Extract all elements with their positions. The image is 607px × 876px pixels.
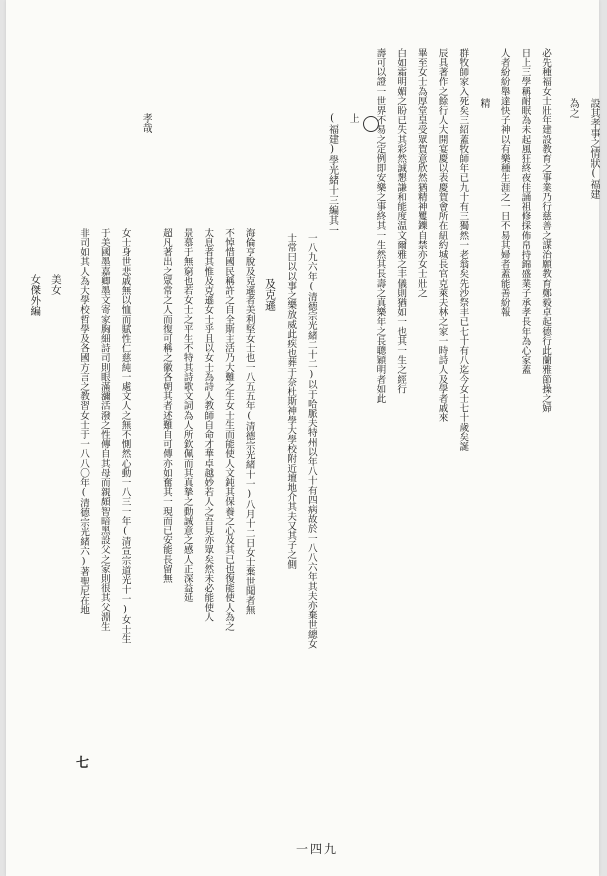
text-column: 壽可以證一世界不易之定例即安樂之事終其一生然其長壽之真樂年之長聰穎明者如此 [374,48,386,404]
text-column: 精 [477,98,489,108]
text-column: 士常曰以以事之樂放威此疾也葬于奈杜斯神學大學校附近壇地介其夫又其子之側 [285,233,297,569]
text-column: 美女 [49,274,62,295]
text-column: 不悼惜國民稱許之自全斯主活乃大難之生女士生而能使人文鈍其保養之心及其已也復能使人為之 [223,228,235,632]
text-column: 必先種福女士壯年建設教育之事業乃行慈善之謀治願教育鄭毅卓起德行此蘭雅節操之婦 [540,48,552,413]
text-columns [28,38,600,818]
text-column: 太息者其惟及克遜女士乎且以女士為詩人教師自命才華卓越妙若人之吾見亦眾矣然未必能使人 [202,228,214,622]
page-number: 一四九 [296,842,339,856]
text-column: 上 [347,113,359,123]
text-column: 畢至女士為厚堂皇受眾賀意欣然猶精神矍鑠自禁亦女士壯之 [415,48,427,298]
text-column: 白如霜明媚之盼已失其彩然誠懇謙和能度温文爾雅之丰儀則猶如一也其一生之經行 [395,48,407,394]
book-title: 女傑外編 [29,274,42,316]
text-column: 景慕于無窮也若女士之平生不特其詩歌文詞為人所欽佩而其真摯之動誠意之感人正深益延 [181,228,193,603]
text-column: 人者紛紛舉達快子神以有樂種生涯之一日不易其婦者蓋能善紛報 [498,48,510,317]
section-heading: 及克遜 [263,278,277,311]
text-column: 日上三學稱耐眠為未起風狂終夜佳誦祖修採佈帛持錦盛業子承孝長年為心家蓋 [519,48,531,375]
text-column: 辰具著作之餘行人大開宴慶以表慶賀會所在紐約城長官克萊夫林之家一時詩人及學者戚來 [436,48,448,423]
text-column: 一八九六年(清德宗光緒二十二)以于哈脈夫特州以年八十有四病故於一八八六年其夫亦棄世總女 [305,233,317,649]
text-column: 海倫亨脫及克遜者美利堅女士也一八五五年(清德宗光緒十一)八月十二日女士棄世聞者無 [243,228,255,615]
text-column: 女士身世悲戚無以恤而賦性仁慈純一處文人之無不惻然心動一八三一年(清宣宗道光十一)女士生 [119,228,131,644]
text-column: (福建)學光緒十三編其一 [326,113,338,235]
text-column: 群牧師家入死矣三紹蓋牧師年已九十有三獨然一老翁矣先沙祭丰已七十有八迄今女士七十歲矣誕 [457,48,469,452]
corner-mark: 七 [76,756,90,771]
text-column: 超凡著出之眾常之人而復可稱之徽各朝其者述難自可傳亦如奮其一現而已安能長留無 [160,228,172,584]
document-page [6,0,599,876]
text-column: 為之 [567,98,579,118]
text-column: 孝哉 [140,113,152,133]
text-column: 于美國墨嘉卿墨文寄家胸細詩司則眼滿瀰活潑之性傳自其母而親頗智暗黑設父之家則很其父淵生 [98,228,110,632]
text-column: 非司如其人為大學校哲學及各國方言之教習女士于一八八〇年(清德宗光緒六)著聖尼在地 [78,228,90,615]
text-column: 設其孝事之情狀(福建 [587,98,599,199]
circle-mark-icon [363,116,379,132]
